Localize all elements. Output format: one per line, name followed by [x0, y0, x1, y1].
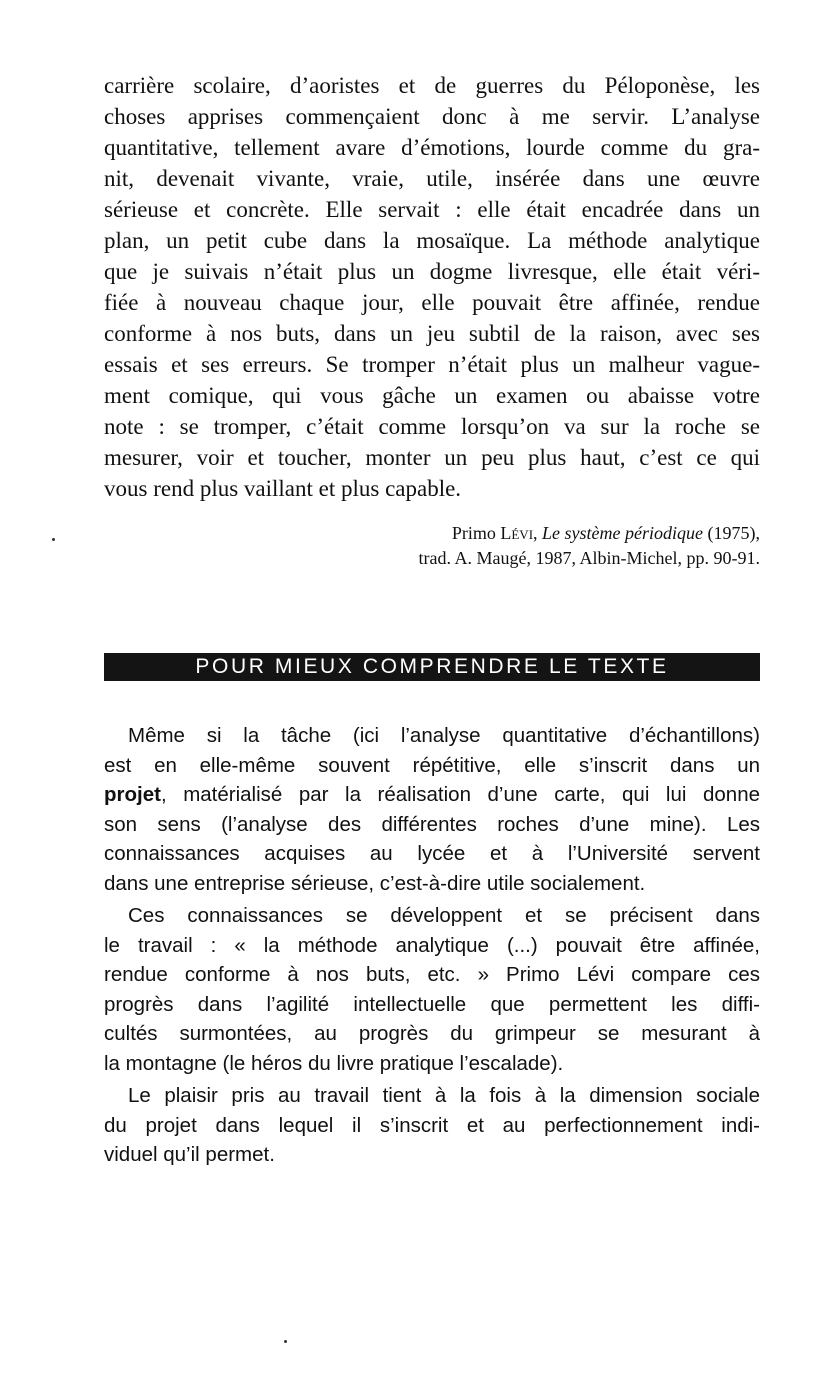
quote-line: vous rend plus vaillant et plus capable. — [104, 476, 462, 501]
citation-author-first: Primo — [451, 523, 501, 543]
keyword-projet: projet — [104, 783, 161, 806]
commentary-line: viduel qu’il permet. — [104, 1143, 275, 1166]
quote-line: nit, devenait vivante, vraie, utile, insérée dans une œuvre — [104, 166, 760, 191]
citation-separator: , — [533, 523, 543, 543]
stray-dot — [52, 538, 55, 541]
quote-line: plan, un petit cube dans la mosaïque. La méthode analytique — [104, 228, 760, 253]
commentary-line: cultés surmontées, au progrès du grimpeur se mesurant à — [104, 1022, 760, 1045]
citation-author-last: Lévi — [500, 523, 534, 543]
commentary-line: est en elle-même souvent répétitive, elle s’inscrit dans un — [104, 753, 760, 777]
citation-year: (1975), — [703, 523, 760, 543]
commentary-line: Ces connaissances se développent et se précisent dans — [128, 904, 760, 927]
commentary-line: le travail : « la méthode analytique (...) pouvait être affinée, — [104, 933, 760, 957]
commentary-paragraph-3 — [104, 1081, 760, 1170]
citation-book-title: Le système périodique — [542, 523, 703, 543]
commentary-paragraph-2 — [104, 901, 760, 1078]
quote-line: conforme à nos buts, dans un jeu subtil de la raison, avec ses — [104, 321, 760, 346]
stray-dot — [284, 1340, 287, 1343]
citation-line-1 — [200, 521, 760, 546]
commentary-line: la montagne (le héros du livre pratique l’escalade). — [104, 1051, 564, 1075]
quote-line: ment comique, qui vous gâche un examen ou abaisse votre — [104, 383, 760, 408]
citation-line-2: trad. A. Maugé, 1987, Albin-Michel, pp. 90-91. — [418, 548, 760, 568]
commentary-line: Même si la tâche (ici l’analyse quantitative d’échantillons) — [128, 724, 760, 747]
commentary-line-rest: , matérialisé par la réalisation d’une carte, qui lui donne — [160, 783, 760, 806]
quote-line: carrière scolaire, d’aoristes et de guerres du Péloponèse, les — [104, 73, 760, 98]
quote-line: choses apprises commençaient donc à me servir. L’analyse — [104, 104, 760, 129]
quote-line: mesurer, voir et toucher, monter un peu plus haut, c’est ce qui — [104, 445, 760, 470]
quote-line: fiée à nouveau chaque jour, elle pouvait être affinée, rendue — [104, 290, 760, 315]
quote-line: quantitative, tellement avare d’émotions, lourde comme du gra- — [104, 135, 760, 160]
commentary-line: du projet dans lequel il s’inscrit et au perfectionnement indi- — [104, 1113, 760, 1137]
commentary-line: son sens (l’analyse des différentes roches d’une mine). Les — [104, 812, 760, 836]
commentary-line — [104, 780, 760, 810]
commentary-line: dans une entreprise sérieuse, c’est-à-dire utile socialement. — [104, 871, 646, 895]
commentary-paragraph-1 — [104, 721, 760, 898]
quote-passage — [104, 70, 760, 504]
source-citation — [200, 521, 760, 571]
commentary-line: progrès dans l’agilité intellectuelle que permettent les diffi- — [104, 992, 760, 1016]
quote-line: essais et ses erreurs. Se tromper n’était plus un malheur vague- — [104, 352, 760, 377]
commentary-section — [104, 721, 760, 1173]
quote-line: que je suivais n’était plus un dogme livresque, elle était véri- — [104, 259, 760, 284]
quote-line: sérieuse et concrète. Elle servait : elle était encadrée dans un — [104, 197, 760, 222]
commentary-line: Le plaisir pris au travail tient à la fois à la dimension sociale — [128, 1084, 760, 1107]
section-banner: POUR MIEUX COMPRENDRE LE TEXTE — [104, 653, 760, 681]
commentary-line: rendue conforme à nos buts, etc. » Primo Lévi compare ces — [104, 963, 760, 986]
quote-line: note : se tromper, c’était comme lorsqu’on va sur la roche se — [104, 414, 760, 439]
commentary-line: connaissances acquises au lycée et à l’Université servent — [104, 842, 760, 865]
